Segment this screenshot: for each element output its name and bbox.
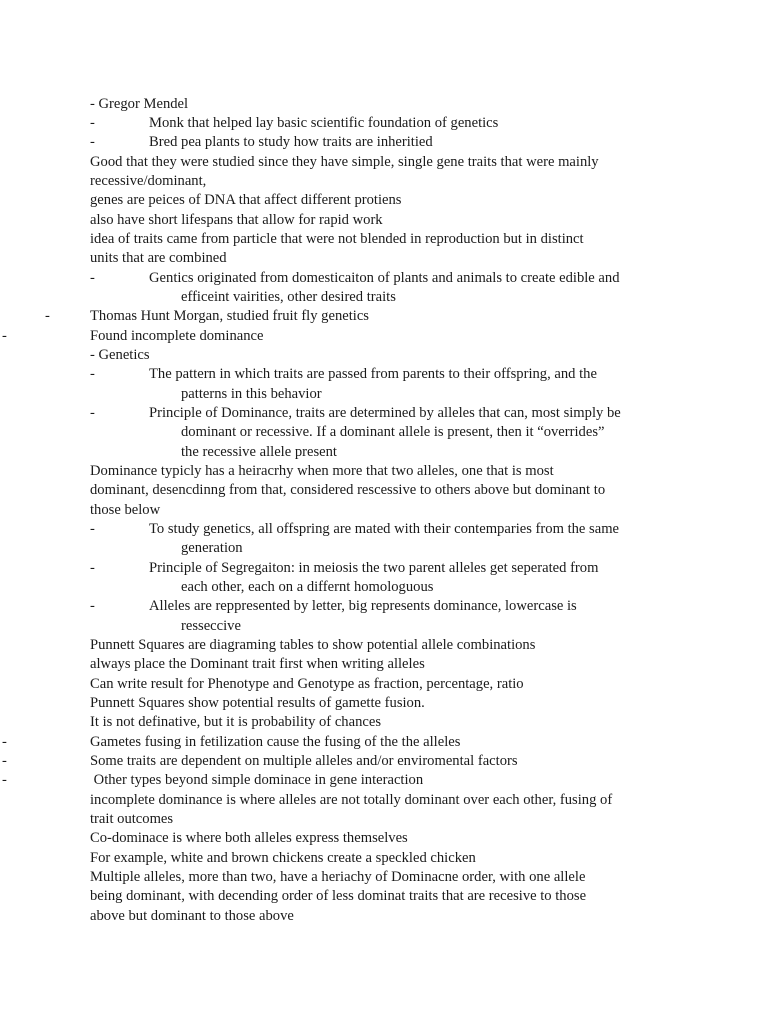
text-line: Found incomplete dominance xyxy=(90,328,264,344)
text-line: Principle of Segregaiton: in meiosis the two parent alleles get seperated from xyxy=(149,560,599,576)
bullet-dash: - xyxy=(45,308,50,324)
text-line: - Gregor Mendel xyxy=(90,96,189,112)
text-line: Some traits are dependent on multiple alleles and/or enviromental factors xyxy=(90,753,518,769)
bullet-dash: - xyxy=(90,115,95,131)
text-line: trait outcomes xyxy=(90,811,174,827)
text-line: each other, each on a differnt homologuous xyxy=(181,579,434,595)
bullet-dash: - xyxy=(2,772,7,788)
text-line: Gentics originated from domesticaiton of plants and animals to create edible and xyxy=(149,270,620,286)
bullet-dash: - xyxy=(2,753,7,769)
bullet-dash: - xyxy=(90,560,95,576)
text-line: Bred pea plants to study how traits are inheritied xyxy=(149,134,433,150)
text-line: incomplete dominance is where alleles are not totally dominant over each other, fusing of xyxy=(90,792,613,808)
text-line: Gametes fusing in fetilization cause the fusing of the the alleles xyxy=(90,734,461,750)
text-line: Other types beyond simple dominace in gene interaction xyxy=(90,772,424,788)
bullet-dash: - xyxy=(90,598,95,614)
text-line: Monk that helped lay basic scientific foundation of genetics xyxy=(149,115,499,131)
text-line: dominant, desencdinng from that, considered rescessive to others above but dominant to xyxy=(90,482,606,498)
text-line: dominant or recessive. If a dominant allele is present, then it “overrides” xyxy=(181,424,605,440)
text-line: Multiple alleles, more than two, have a heriachy of Dominacne order, with one allele xyxy=(90,869,586,885)
text-line: The pattern in which traits are passed from parents to their offspring, and the xyxy=(149,366,597,382)
text-line: - Genetics xyxy=(90,347,150,363)
text-line: To study genetics, all offspring are mated with their contemparies from the same xyxy=(149,521,620,537)
text-line: recessive/dominant, xyxy=(90,173,207,189)
text-line: It is not definative, but it is probability of chances xyxy=(90,714,381,730)
bullet-dash: - xyxy=(90,521,95,537)
text-line: resseccive xyxy=(181,618,241,634)
text-line: always place the Dominant trait first when writing alleles xyxy=(90,656,425,672)
text-line: Punnett Squares show potential results of gamette fusion. xyxy=(90,695,425,711)
text-line: efficeint vairities, other desired traits xyxy=(181,289,396,305)
text-line: those below xyxy=(90,502,161,518)
text-line: Co-dominace is where both alleles express themselves xyxy=(90,830,408,846)
text-line: idea of traits came from particle that were not blended in reproduction but in distinct xyxy=(90,231,584,247)
text-line: being dominant, with decending order of less dominat traits that are recesive to those xyxy=(90,888,587,904)
bullet-dash: - xyxy=(90,270,95,286)
text-line: Principle of Dominance, traits are determined by alleles that can, most simply be xyxy=(149,405,621,421)
text-line: Alleles are reppresented by letter, big represents dominance, lowercase is xyxy=(149,598,577,614)
text-line: Can write result for Phenotype and Genotype as fraction, percentage, ratio xyxy=(90,676,524,692)
bullet-dash: - xyxy=(90,366,95,382)
bullet-dash: - xyxy=(2,734,7,750)
text-line: generation xyxy=(181,540,243,556)
text-line: genes are peices of DNA that affect different protiens xyxy=(90,192,402,208)
text-line: above but dominant to those above xyxy=(90,908,294,924)
text-line: Punnett Squares are diagraming tables to show potential allele combinations xyxy=(90,637,536,653)
text-line: Thomas Hunt Morgan, studied fruit fly genetics xyxy=(90,308,369,324)
text-line: patterns in this behavior xyxy=(181,386,322,402)
bullet-dash: - xyxy=(90,405,95,421)
text-line: the recessive allele present xyxy=(181,444,337,460)
text-line: For example, white and brown chickens create a speckled chicken xyxy=(90,850,476,866)
text-line: Dominance typicly has a heiracrhy when more that two alleles, one that is most xyxy=(90,463,554,479)
bullet-dash: - xyxy=(2,328,7,344)
text-line: also have short lifespans that allow for rapid work xyxy=(90,212,383,228)
text-line: Good that they were studied since they have simple, single gene traits that were mainly xyxy=(90,154,599,170)
text-line: units that are combined xyxy=(90,250,227,266)
bullet-dash: - xyxy=(90,134,95,150)
